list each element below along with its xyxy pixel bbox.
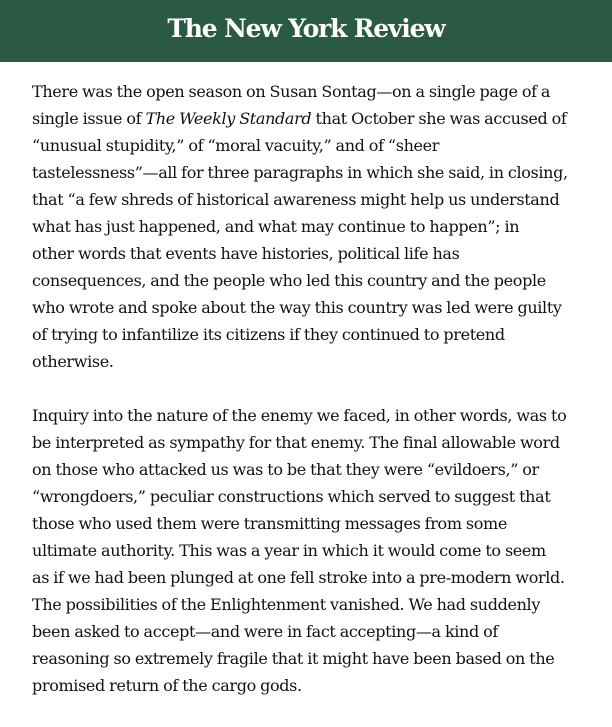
- paragraph-line: The possibilities of the Enlightenment vanished. We had suddenly: [32, 595, 541, 614]
- paragraph-line: what has just happened, and what may continue to happen”; in: [32, 217, 520, 236]
- paragraph-line: other words that events have histories, political life has: [32, 244, 460, 263]
- paragraph-line: who wrote and spoke about the way this country was led were guilty: [32, 298, 562, 317]
- paragraph-line: “wrongdoers,” peculiar constructions which served to suggest that: [32, 487, 551, 506]
- publication-title: The Weekly Standard: [145, 109, 312, 128]
- line-text: single issue of: [32, 109, 146, 128]
- line-text: that October she was accused of: [311, 109, 567, 128]
- masthead-title[interactable]: The New York Review: [167, 13, 445, 43]
- paragraph-line: reasoning so extremely fragile that it might have been based on the: [32, 649, 555, 668]
- paragraph-line: tastelessness”—all for three paragraphs in which she said, in closing,: [32, 163, 568, 182]
- paragraph-line: promised return of the cargo gods.: [32, 676, 302, 695]
- paragraph-line: be interpreted as sympathy for that enemy. The final allowable word: [32, 433, 560, 452]
- paragraph-line: There was the open season on Susan Sontag—on a single page of a: [32, 82, 551, 101]
- paragraph-line: as if we had been plunged at one fell stroke into a pre-modern world.: [32, 568, 565, 587]
- masthead-bar: [0, 0, 612, 62]
- paragraph-line: of trying to infantilize its citizens if they continued to pretend: [32, 325, 505, 344]
- paragraph-line: on those who attacked us was to be that they were “evildoers,” or: [32, 460, 539, 479]
- paragraph-2: [32, 402, 582, 699]
- paragraph-line: Inquiry into the nature of the enemy we faced, in other words, was to: [32, 406, 567, 425]
- paragraph-line: [32, 105, 582, 132]
- paragraph-line: ultimate authority. This was a year in which it would come to seem: [32, 541, 546, 560]
- paragraph-1: [32, 78, 582, 375]
- paragraph-line: otherwise.: [32, 352, 114, 371]
- paragraph-line: consequences, and the people who led this country and the people: [32, 271, 546, 290]
- paragraph-line: that “a few shreds of historical awareness might help us understand: [32, 190, 560, 209]
- article-body: [0, 78, 582, 699]
- paragraph-line: “unusual stupidity,” of “moral vacuity,” and of “sheer: [32, 136, 440, 155]
- paragraph-line: been asked to accept—and were in fact accepting—a kind of: [32, 622, 498, 641]
- paragraph-line: those who used them were transmitting messages from some: [32, 514, 507, 533]
